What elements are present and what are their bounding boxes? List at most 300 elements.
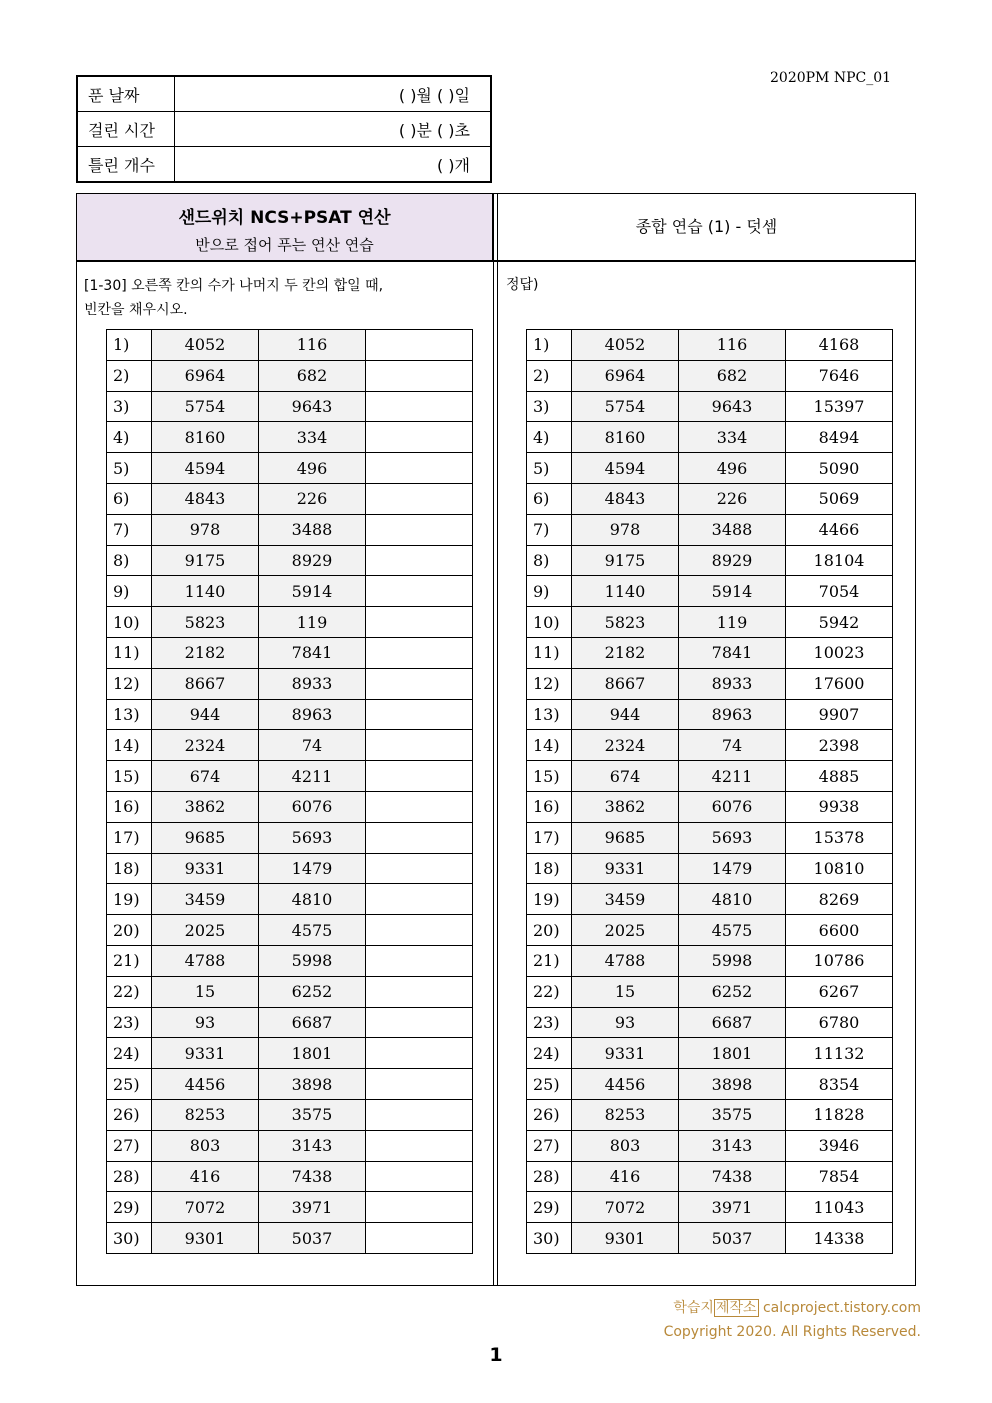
addend-a: 8253: [572, 1099, 679, 1130]
table-row: [107, 822, 473, 853]
table-row: [527, 945, 893, 976]
table-row: [107, 360, 473, 391]
problem-number: 13): [107, 699, 152, 730]
sum-blank[interactable]: [366, 1038, 473, 1069]
addend-b: 4575: [679, 915, 786, 946]
addend-b: 4211: [259, 761, 366, 792]
addend-a: 6964: [572, 360, 679, 391]
sum-answer: 17600: [786, 668, 893, 699]
problem-number: 21): [527, 945, 572, 976]
addend-b: 226: [259, 483, 366, 514]
addend-a: 5754: [152, 391, 259, 422]
problem-number: 6): [107, 483, 152, 514]
addend-a: 9175: [572, 545, 679, 576]
problem-number: 19): [527, 884, 572, 915]
addend-a: 8253: [152, 1099, 259, 1130]
table-row: [527, 1007, 893, 1038]
sum-answer: 18104: [786, 545, 893, 576]
table-row: [107, 576, 473, 607]
addend-a: 4456: [572, 1069, 679, 1100]
sum-answer: 9938: [786, 791, 893, 822]
sum-blank[interactable]: [366, 730, 473, 761]
addend-b: 8933: [679, 668, 786, 699]
table-row: [107, 761, 473, 792]
addend-a: 4594: [152, 453, 259, 484]
problem-number: 16): [527, 791, 572, 822]
addend-b: 7438: [679, 1161, 786, 1192]
addend-a: 15: [572, 976, 679, 1007]
problem-number: 25): [527, 1069, 572, 1100]
problem-number: 23): [107, 1007, 152, 1038]
addend-a: 4788: [152, 945, 259, 976]
table-row: [527, 391, 893, 422]
sum-blank[interactable]: [366, 637, 473, 668]
addend-a: 7072: [572, 1192, 679, 1223]
addend-b: 116: [679, 330, 786, 361]
table-row: [107, 514, 473, 545]
problem-number: 10): [527, 607, 572, 638]
page-number: 1: [489, 1344, 503, 1366]
info-value[interactable]: ( )월 ( )일: [175, 76, 492, 112]
addend-b: 8929: [679, 545, 786, 576]
table-row: [527, 730, 893, 761]
addend-b: 3898: [259, 1069, 366, 1100]
problem-number: 11): [107, 637, 152, 668]
sum-blank[interactable]: [366, 822, 473, 853]
table-row: [527, 1223, 893, 1254]
addend-a: 3459: [572, 884, 679, 915]
info-row: [77, 147, 491, 183]
sum-blank[interactable]: [366, 545, 473, 576]
addend-b: 7841: [679, 637, 786, 668]
fold-line: [493, 194, 494, 1286]
addend-b: 8963: [679, 699, 786, 730]
problem-number: 8): [527, 545, 572, 576]
sum-answer: 8269: [786, 884, 893, 915]
problem-number: 18): [527, 853, 572, 884]
sum-blank[interactable]: [366, 976, 473, 1007]
table-row: [107, 884, 473, 915]
sum-answer: 4168: [786, 330, 893, 361]
problem-number: 1): [107, 330, 152, 361]
problem-number: 15): [107, 761, 152, 792]
addend-a: 9175: [152, 545, 259, 576]
worksheet-subtitle: 반으로 접어 푸는 연산 연습: [195, 236, 374, 254]
sum-answer: 6780: [786, 1007, 893, 1038]
sum-answer: 7646: [786, 360, 893, 391]
info-value[interactable]: ( )분 ( )초: [175, 112, 492, 147]
sum-blank[interactable]: [366, 360, 473, 391]
sum-blank[interactable]: [366, 1099, 473, 1130]
sum-blank[interactable]: [366, 576, 473, 607]
addend-b: 6076: [679, 791, 786, 822]
problem-number: 1): [527, 330, 572, 361]
sum-blank[interactable]: [366, 945, 473, 976]
table-row: [527, 822, 893, 853]
problem-number: 4): [107, 422, 152, 453]
addend-b: 5693: [259, 822, 366, 853]
addend-b: 119: [679, 607, 786, 638]
table-row: [527, 1038, 893, 1069]
addend-b: 119: [259, 607, 366, 638]
brand-site[interactable]: calcproject.tistory.com: [758, 1300, 921, 1316]
problem-number: 12): [527, 668, 572, 699]
addend-b: 3143: [679, 1130, 786, 1161]
addend-b: 1479: [259, 853, 366, 884]
problem-number: 2): [527, 360, 572, 391]
table-row: [527, 483, 893, 514]
table-row: [527, 699, 893, 730]
table-row: [527, 545, 893, 576]
sum-blank[interactable]: [366, 1192, 473, 1223]
sum-blank[interactable]: [366, 668, 473, 699]
addend-a: 2324: [152, 730, 259, 761]
sum-blank[interactable]: [366, 453, 473, 484]
addend-b: 5998: [679, 945, 786, 976]
problem-number: 6): [527, 483, 572, 514]
problem-number: 19): [107, 884, 152, 915]
problem-number: 27): [527, 1130, 572, 1161]
problem-number: 23): [527, 1007, 572, 1038]
info-row: [77, 112, 491, 147]
problem-number: 27): [107, 1130, 152, 1161]
addend-b: 496: [679, 453, 786, 484]
info-table: [76, 75, 492, 183]
table-row: [527, 853, 893, 884]
sum-blank[interactable]: [366, 483, 473, 514]
addend-a: 9301: [152, 1223, 259, 1254]
sum-blank[interactable]: [366, 391, 473, 422]
addend-b: 6076: [259, 791, 366, 822]
sum-answer: 14338: [786, 1223, 893, 1254]
addend-a: 2324: [572, 730, 679, 761]
addend-a: 9331: [152, 853, 259, 884]
addend-a: 416: [152, 1161, 259, 1192]
info-row: [77, 76, 491, 112]
addend-b: 5037: [679, 1223, 786, 1254]
instruction-line: [1-30] 오른쪽 칸의 수가 나머지 두 칸의 합일 때,: [84, 278, 384, 294]
sum-blank[interactable]: [366, 761, 473, 792]
addend-b: 3898: [679, 1069, 786, 1100]
addend-b: 3971: [679, 1192, 786, 1223]
sum-answer: 9907: [786, 699, 893, 730]
sum-blank[interactable]: [366, 1069, 473, 1100]
addend-b: 682: [259, 360, 366, 391]
table-row: [107, 699, 473, 730]
addend-b: 6252: [259, 976, 366, 1007]
addend-b: 7841: [259, 637, 366, 668]
addend-a: 8160: [572, 422, 679, 453]
addend-b: 3575: [259, 1099, 366, 1130]
table-row: [107, 976, 473, 1007]
table-row: [107, 453, 473, 484]
table-row: [527, 791, 893, 822]
table-row: [107, 330, 473, 361]
answer-label: 정답): [506, 277, 539, 293]
table-row: [527, 330, 893, 361]
table-row: [107, 483, 473, 514]
problem-table: [106, 329, 473, 1254]
table-row: [527, 1130, 893, 1161]
problem-number: 12): [107, 668, 152, 699]
problem-number: 17): [527, 822, 572, 853]
problem-number: 10): [107, 607, 152, 638]
sum-answer: 5069: [786, 483, 893, 514]
problem-number: 7): [527, 514, 572, 545]
sum-blank[interactable]: [366, 791, 473, 822]
table-row: [527, 576, 893, 607]
problem-number: 3): [107, 391, 152, 422]
problem-number: 30): [527, 1223, 572, 1254]
problem-number: 26): [107, 1099, 152, 1130]
problem-number: 28): [527, 1161, 572, 1192]
addend-a: 93: [572, 1007, 679, 1038]
problem-number: 3): [527, 391, 572, 422]
fold-line: [497, 194, 498, 1286]
addend-b: 6687: [259, 1007, 366, 1038]
addend-a: 2182: [572, 637, 679, 668]
addend-a: 2025: [572, 915, 679, 946]
sum-answer: 10810: [786, 853, 893, 884]
addend-a: 7072: [152, 1192, 259, 1223]
addend-a: 3862: [152, 791, 259, 822]
table-row: [107, 1099, 473, 1130]
sum-blank[interactable]: [366, 607, 473, 638]
brand-footer: [664, 1296, 921, 1344]
addend-a: 9331: [572, 1038, 679, 1069]
addend-a: 3459: [152, 884, 259, 915]
copyright: Copyright 2020. All Rights Reserved.: [663, 1324, 921, 1340]
sum-answer: 8354: [786, 1069, 893, 1100]
addend-b: 8963: [259, 699, 366, 730]
addend-a: 9331: [572, 853, 679, 884]
addend-b: 4211: [679, 761, 786, 792]
addend-b: 4810: [679, 884, 786, 915]
problem-number: 28): [107, 1161, 152, 1192]
sum-blank[interactable]: [366, 853, 473, 884]
sum-answer: 11043: [786, 1192, 893, 1223]
instruction-line: 빈칸을 채우시오.: [84, 302, 188, 318]
addend-a: 4052: [572, 330, 679, 361]
problem-number: 29): [527, 1192, 572, 1223]
table-row: [527, 453, 893, 484]
problem-number: 9): [527, 576, 572, 607]
addend-a: 8160: [152, 422, 259, 453]
addend-a: 674: [152, 761, 259, 792]
info-label: 걸린 시간: [77, 112, 175, 147]
addend-b: 1801: [679, 1038, 786, 1069]
table-row: [527, 761, 893, 792]
problem-number: 15): [527, 761, 572, 792]
table-row: [107, 945, 473, 976]
addend-a: 9331: [152, 1038, 259, 1069]
worksheet-header: [77, 194, 493, 260]
addend-b: 3143: [259, 1130, 366, 1161]
addend-a: 1140: [572, 576, 679, 607]
addend-b: 496: [259, 453, 366, 484]
addend-b: 9643: [259, 391, 366, 422]
exercise-title: 종합 연습 (1) - 덧셈: [635, 217, 778, 236]
table-row: [527, 915, 893, 946]
sum-answer: 4466: [786, 514, 893, 545]
problem-number: 29): [107, 1192, 152, 1223]
sum-blank[interactable]: [366, 1161, 473, 1192]
problem-number: 16): [107, 791, 152, 822]
addend-b: 9643: [679, 391, 786, 422]
addend-b: 6687: [679, 1007, 786, 1038]
addend-a: 2182: [152, 637, 259, 668]
sum-answer: 6600: [786, 915, 893, 946]
addend-a: 4843: [152, 483, 259, 514]
problem-number: 14): [527, 730, 572, 761]
addend-b: 334: [679, 422, 786, 453]
sum-blank[interactable]: [366, 330, 473, 361]
addend-b: 74: [679, 730, 786, 761]
sum-blank[interactable]: [366, 514, 473, 545]
addend-a: 2025: [152, 915, 259, 946]
addend-b: 682: [679, 360, 786, 391]
problem-number: 11): [527, 637, 572, 668]
addend-b: 5037: [259, 1223, 366, 1254]
table-row: [107, 545, 473, 576]
addend-a: 944: [152, 699, 259, 730]
table-row: [107, 1038, 473, 1069]
table-row: [527, 514, 893, 545]
addend-a: 944: [572, 699, 679, 730]
sum-answer: 11132: [786, 1038, 893, 1069]
header-divider: [76, 260, 916, 262]
addend-a: 8667: [152, 668, 259, 699]
addend-b: 1479: [679, 853, 786, 884]
sum-answer: 11828: [786, 1099, 893, 1130]
addend-b: 4575: [259, 915, 366, 946]
addend-a: 4052: [152, 330, 259, 361]
table-row: [107, 730, 473, 761]
problem-number: 2): [107, 360, 152, 391]
addend-b: 1801: [259, 1038, 366, 1069]
info-value[interactable]: ( )개: [175, 147, 492, 183]
addend-b: 8929: [259, 545, 366, 576]
problem-number: 5): [107, 453, 152, 484]
table-row: [107, 1007, 473, 1038]
problem-number: 7): [107, 514, 152, 545]
sum-blank[interactable]: [366, 884, 473, 915]
addend-a: 8667: [572, 668, 679, 699]
addend-a: 4594: [572, 453, 679, 484]
info-label: 푼 날짜: [77, 76, 175, 112]
sum-blank[interactable]: [366, 422, 473, 453]
addend-b: 5998: [259, 945, 366, 976]
problem-number: 20): [107, 915, 152, 946]
table-row: [527, 607, 893, 638]
table-row: [107, 1130, 473, 1161]
problem-number: 20): [527, 915, 572, 946]
addend-b: 116: [259, 330, 366, 361]
addend-b: 5914: [679, 576, 786, 607]
addend-a: 3862: [572, 791, 679, 822]
addend-a: 9685: [572, 822, 679, 853]
problem-number: 24): [527, 1038, 572, 1069]
addend-a: 5823: [152, 607, 259, 638]
brand-box: 제작소: [715, 1300, 757, 1316]
sum-blank[interactable]: [366, 1130, 473, 1161]
addend-b: 226: [679, 483, 786, 514]
addend-b: 3488: [259, 514, 366, 545]
problem-number: 4): [527, 422, 572, 453]
addend-b: 5914: [259, 576, 366, 607]
addend-b: 5693: [679, 822, 786, 853]
sum-answer: 5942: [786, 607, 893, 638]
sum-answer: 3946: [786, 1130, 893, 1161]
addend-b: 7438: [259, 1161, 366, 1192]
addend-a: 978: [152, 514, 259, 545]
addend-a: 15: [152, 976, 259, 1007]
addend-a: 6964: [152, 360, 259, 391]
info-label: 틀린 개수: [77, 147, 175, 183]
table-row: [527, 422, 893, 453]
table-row: [107, 637, 473, 668]
problem-number: 18): [107, 853, 152, 884]
addend-b: 334: [259, 422, 366, 453]
addend-a: 93: [152, 1007, 259, 1038]
sum-answer: 4885: [786, 761, 893, 792]
addend-b: 6252: [679, 976, 786, 1007]
addend-b: 3971: [259, 1192, 366, 1223]
table-row: [527, 976, 893, 1007]
table-row: [107, 422, 473, 453]
table-row: [527, 360, 893, 391]
sum-answer: 2398: [786, 730, 893, 761]
addend-a: 4456: [152, 1069, 259, 1100]
addend-a: 9301: [572, 1223, 679, 1254]
sum-answer: 10023: [786, 637, 893, 668]
table-row: [107, 668, 473, 699]
problem-number: 25): [107, 1069, 152, 1100]
instructions: [84, 274, 383, 322]
problem-number: 22): [107, 976, 152, 1007]
addend-b: 74: [259, 730, 366, 761]
sum-answer: 6267: [786, 976, 893, 1007]
sum-answer: 7054: [786, 576, 893, 607]
addend-a: 674: [572, 761, 679, 792]
sum-blank[interactable]: [366, 915, 473, 946]
problem-number: 13): [527, 699, 572, 730]
sum-answer: 7854: [786, 1161, 893, 1192]
problem-number: 22): [527, 976, 572, 1007]
table-row: [527, 1069, 893, 1100]
addend-a: 416: [572, 1161, 679, 1192]
addend-b: 8933: [259, 668, 366, 699]
sum-blank[interactable]: [366, 1223, 473, 1254]
table-row: [527, 668, 893, 699]
addend-b: 4810: [259, 884, 366, 915]
problem-number: 9): [107, 576, 152, 607]
sum-answer: 5090: [786, 453, 893, 484]
addend-a: 1140: [152, 576, 259, 607]
table-row: [107, 1161, 473, 1192]
addend-a: 5754: [572, 391, 679, 422]
problem-number: 5): [527, 453, 572, 484]
sum-blank[interactable]: [366, 699, 473, 730]
addend-a: 803: [572, 1130, 679, 1161]
sum-blank[interactable]: [366, 1007, 473, 1038]
problem-number: 26): [527, 1099, 572, 1130]
addend-a: 5823: [572, 607, 679, 638]
table-row: [527, 1192, 893, 1223]
problem-number: 14): [107, 730, 152, 761]
table-row: [107, 791, 473, 822]
brand-name: 학습지: [673, 1300, 714, 1316]
